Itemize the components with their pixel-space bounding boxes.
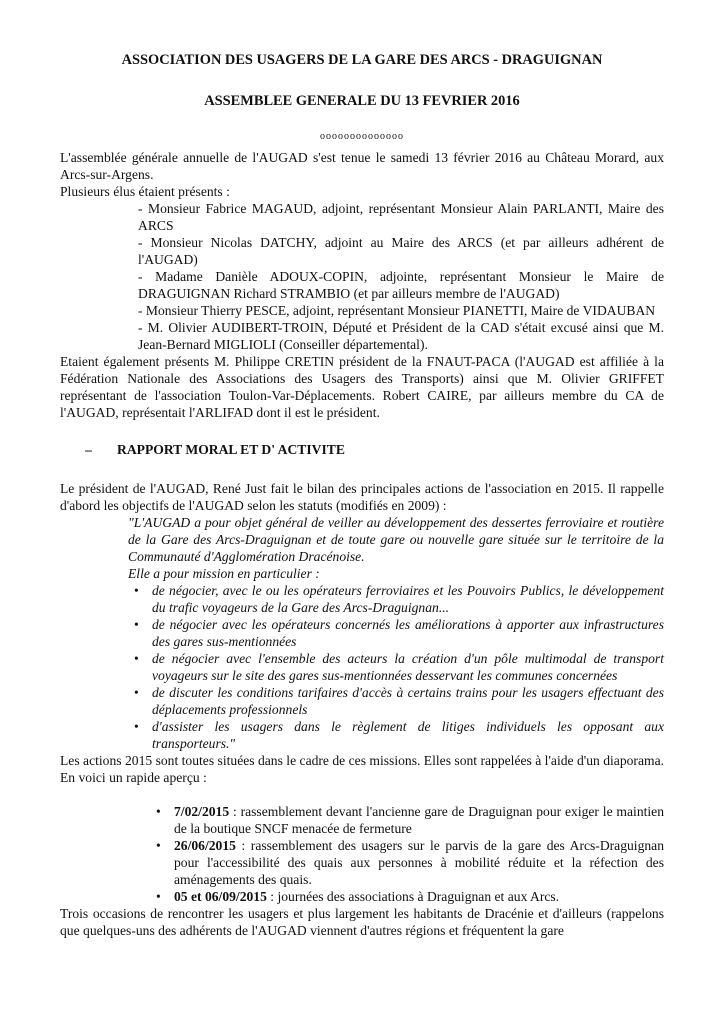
action-text: : rassemblement devant l'ancienne gare de Draguignan pour exiger le maintien de la boutique SNCF menacée de fermeture: [174, 804, 664, 836]
action-text: : rassemblement des usagers sur le parvis de la gare des Arcs-Draguignan pour l'accessibilité des quais aux personnes à mobilité réduite et la réfection des aménagements des quais.: [174, 838, 664, 887]
elu-item: - Monsieur Fabrice MAGAUD, adjoint, représentant Monsieur Alain PARLANTI, Maire des ARCS: [138, 201, 664, 233]
mission-item: • de discuter les conditions tarifaires d'accès à certains trains pour les usagers effectuant des déplacements professionnels: [128, 684, 664, 718]
elu-item: - Monsieur Thierry PESCE, adjoint, représentant Monsieur PIANETTI, Maire de VIDAUBAN: [138, 303, 656, 318]
action-item: [150, 803, 664, 837]
elu-item: - M. Olivier AUDIBERT-TROIN, Député et Président de la CAD s'était excusé ainsi que M. Jean-Bernard MIGLIOLI (Conseiller départemental).: [138, 320, 664, 352]
action-item: [150, 837, 664, 888]
mission-intro: Elle a pour mission en particulier :: [128, 566, 320, 581]
action-date: 05 et 06/09/2015: [174, 889, 267, 904]
missions-list: [128, 582, 664, 752]
elus-intro: Plusieurs élus étaient présents :: [60, 184, 230, 199]
elu-item: - Monsieur Nicolas DATCHY, adjoint au Maire des ARCS (et par ailleurs adhérent de l'AUGAD): [138, 235, 664, 267]
mission-item: • d'assister les usagers dans le règlement de litiges individuels les opposant aux transporteurs.": [128, 718, 664, 752]
section-title: RAPPORT MORAL ET D' ACTIVITE: [117, 442, 345, 457]
section-dash: –: [85, 442, 92, 457]
closing-paragraph: Trois occasions de rencontrer les usagers et plus largement les habitants de Dracénie et d'ailleurs (rappelons que quelques-uns des adhérents de l'AUGAD viennent d'autres régions et fréquentent la gare: [60, 906, 664, 938]
action-text: : journées des associations à Draguignan et aux Arcs.: [266, 889, 560, 904]
elus-list: [60, 200, 664, 353]
statuts-quote: [60, 514, 664, 752]
action-date: 26/06/2015: [174, 838, 236, 853]
document-subtitle: ASSEMBLEE GENERALE DU 13 FEVRIER 2016: [204, 93, 520, 109]
elu-item: - Madame Danièle ADOUX-COPIN, adjointe, représentant Monsieur le Maire de DRAGUIGNAN Richard STRAMBIO (et par ailleurs membre de l'AUGAD): [138, 269, 664, 301]
mission-item: • de négocier avec l'ensemble des acteurs la création d'un pôle multimodal de transport voyageurs sur le site des gares sus-mentionnées desservant les communes concernées: [128, 650, 664, 684]
document-title: ASSOCIATION DES USAGERS DE LA GARE DES ARCS - DRAGUIGNAN: [121, 52, 603, 68]
intro-paragraph: L'assemblée générale annuelle de l'AUGAD s'est tenue le samedi 13 février 2016 au Château Morard, aux Arcs-sur-Argens.: [60, 150, 664, 182]
rapport-intro: Le président de l'AUGAD, René Just fait le bilan des principales actions de l'association en 2015. Il rappelle d'abord les objectifs de l'AUGAD selon les statuts (modifiés en 2009) :: [60, 481, 664, 513]
mission-item: • de négocier avec les opérateurs concernés les améliorations à apporter aux infrastructures des gares sus-mentionnées: [128, 616, 664, 650]
actions-intro: Les actions 2015 sont toutes situées dans le cadre de ces missions. Elles sont rappelées à l'aide d'un diaporama. En voici un rapide aperçu :: [60, 753, 664, 785]
separator: oooooooooooooo: [320, 131, 404, 142]
action-date: 7/02/2015: [174, 804, 230, 819]
actions-list: [150, 803, 664, 905]
mission-item: • de négocier, avec le ou les opérateurs ferroviaires et les Pouvoirs Publics, le développement du trafic voyageurs de la Gare des Arcs-Draguignan...: [128, 582, 664, 616]
section-heading: [85, 441, 664, 458]
quote-text: "L'AUGAD a pour objet général de veiller au développement des dessertes ferroviaire et routière de la Gare des Arcs-Draguignan et de toute gare ou nouvelle gare située sur le territoire de la Communauté d'Agglomération Dracénoise.: [128, 515, 664, 564]
action-item: [150, 888, 664, 905]
presents-paragraph: Etaient également présents M. Philippe CRETIN président de la FNAUT-PACA (l'AUGAD est affiliée à la Fédération Nationale des Associations des Usagers des Transports) ainsi que M. Olivier GRIFFET représentant de l'association Toulon-Var-Déplacements. Robert CAIRE, par ailleurs membre du CA de l'AUGAD, représentait l'ARLIFAD dont il est le président.: [60, 354, 664, 420]
